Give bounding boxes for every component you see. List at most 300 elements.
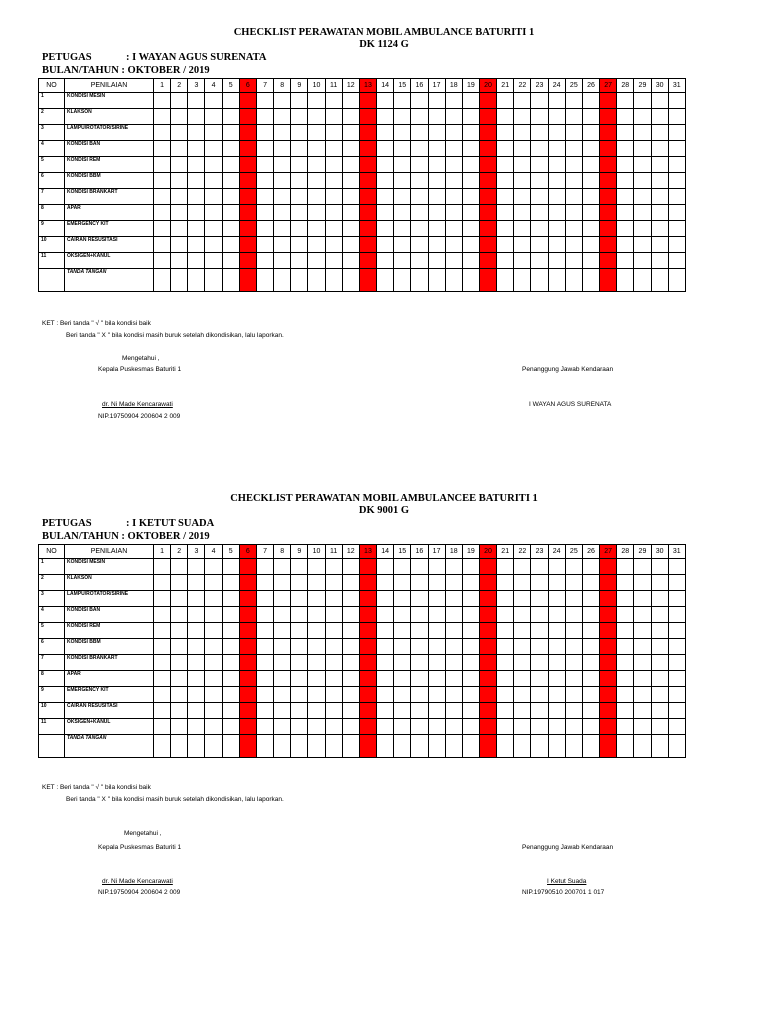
- day-cell-11[interactable]: [325, 253, 342, 269]
- day-cell-15[interactable]: [394, 141, 411, 157]
- day-cell-8[interactable]: [274, 703, 291, 719]
- day-cell-10[interactable]: [308, 93, 325, 109]
- day-cell-15[interactable]: [394, 125, 411, 141]
- day-cell-18[interactable]: [445, 269, 462, 292]
- day-cell-8[interactable]: [274, 221, 291, 237]
- day-cell-15[interactable]: [394, 719, 411, 735]
- day-cell-4[interactable]: [205, 189, 222, 205]
- day-cell-26[interactable]: [582, 575, 599, 591]
- day-cell-18[interactable]: [445, 109, 462, 125]
- day-cell-26[interactable]: [582, 607, 599, 623]
- day-cell-19[interactable]: [462, 205, 479, 221]
- day-cell-17[interactable]: [428, 93, 445, 109]
- day-cell-1[interactable]: [154, 655, 171, 671]
- day-cell-25[interactable]: [565, 109, 582, 125]
- day-cell-13[interactable]: [359, 575, 376, 591]
- day-cell-16[interactable]: [411, 173, 428, 189]
- day-cell-18[interactable]: [445, 221, 462, 237]
- day-cell-7[interactable]: [256, 141, 273, 157]
- day-cell-27[interactable]: [600, 173, 617, 189]
- day-cell-3[interactable]: [188, 109, 205, 125]
- day-cell-25[interactable]: [565, 141, 582, 157]
- day-cell-18[interactable]: [445, 141, 462, 157]
- day-cell-20[interactable]: [479, 671, 496, 687]
- day-cell-29[interactable]: [634, 687, 651, 703]
- day-cell-8[interactable]: [274, 237, 291, 253]
- day-cell-16[interactable]: [411, 157, 428, 173]
- day-cell-3[interactable]: [188, 189, 205, 205]
- day-cell-18[interactable]: [445, 189, 462, 205]
- day-cell-30[interactable]: [651, 237, 668, 253]
- day-cell-7[interactable]: [256, 687, 273, 703]
- day-cell-24[interactable]: [548, 221, 565, 237]
- day-cell-23[interactable]: [531, 253, 548, 269]
- day-cell-1[interactable]: [154, 125, 171, 141]
- day-cell-11[interactable]: [325, 109, 342, 125]
- day-cell-29[interactable]: [634, 591, 651, 607]
- day-cell-15[interactable]: [394, 237, 411, 253]
- day-cell-12[interactable]: [342, 221, 359, 237]
- day-cell-19[interactable]: [462, 157, 479, 173]
- day-cell-27[interactable]: [600, 157, 617, 173]
- day-cell-5[interactable]: [222, 703, 239, 719]
- day-cell-15[interactable]: [394, 687, 411, 703]
- day-cell-22[interactable]: [514, 173, 531, 189]
- day-cell-8[interactable]: [274, 575, 291, 591]
- day-cell-8[interactable]: [274, 173, 291, 189]
- day-cell-9[interactable]: [291, 639, 308, 655]
- day-cell-19[interactable]: [462, 591, 479, 607]
- day-cell-6[interactable]: [239, 125, 256, 141]
- day-cell-11[interactable]: [325, 269, 342, 292]
- day-cell-5[interactable]: [222, 93, 239, 109]
- day-cell-8[interactable]: [274, 109, 291, 125]
- day-cell-31[interactable]: [668, 109, 685, 125]
- day-cell-22[interactable]: [514, 719, 531, 735]
- day-cell-25[interactable]: [565, 125, 582, 141]
- day-cell-13[interactable]: [359, 141, 376, 157]
- day-cell-31[interactable]: [668, 575, 685, 591]
- day-cell-20[interactable]: [479, 269, 496, 292]
- day-cell-10[interactable]: [308, 639, 325, 655]
- day-cell-1[interactable]: [154, 237, 171, 253]
- day-cell-28[interactable]: [617, 623, 634, 639]
- day-cell-6[interactable]: [239, 655, 256, 671]
- day-cell-27[interactable]: [600, 607, 617, 623]
- day-cell-23[interactable]: [531, 735, 548, 758]
- day-cell-2[interactable]: [171, 687, 188, 703]
- day-cell-25[interactable]: [565, 157, 582, 173]
- day-cell-29[interactable]: [634, 559, 651, 575]
- day-cell-1[interactable]: [154, 591, 171, 607]
- day-cell-28[interactable]: [617, 189, 634, 205]
- day-cell-26[interactable]: [582, 253, 599, 269]
- day-cell-31[interactable]: [668, 253, 685, 269]
- day-cell-23[interactable]: [531, 671, 548, 687]
- day-cell-29[interactable]: [634, 93, 651, 109]
- day-cell-23[interactable]: [531, 687, 548, 703]
- day-cell-15[interactable]: [394, 639, 411, 655]
- day-cell-16[interactable]: [411, 237, 428, 253]
- day-cell-27[interactable]: [600, 141, 617, 157]
- day-cell-9[interactable]: [291, 671, 308, 687]
- day-cell-22[interactable]: [514, 109, 531, 125]
- day-cell-4[interactable]: [205, 639, 222, 655]
- day-cell-23[interactable]: [531, 559, 548, 575]
- day-cell-22[interactable]: [514, 687, 531, 703]
- day-cell-27[interactable]: [600, 719, 617, 735]
- day-cell-1[interactable]: [154, 93, 171, 109]
- day-cell-3[interactable]: [188, 173, 205, 189]
- day-cell-11[interactable]: [325, 703, 342, 719]
- day-cell-18[interactable]: [445, 607, 462, 623]
- day-cell-31[interactable]: [668, 269, 685, 292]
- day-cell-7[interactable]: [256, 253, 273, 269]
- day-cell-30[interactable]: [651, 189, 668, 205]
- day-cell-9[interactable]: [291, 591, 308, 607]
- day-cell-24[interactable]: [548, 237, 565, 253]
- day-cell-11[interactable]: [325, 639, 342, 655]
- day-cell-4[interactable]: [205, 719, 222, 735]
- day-cell-24[interactable]: [548, 269, 565, 292]
- day-cell-23[interactable]: [531, 205, 548, 221]
- day-cell-31[interactable]: [668, 703, 685, 719]
- day-cell-17[interactable]: [428, 237, 445, 253]
- day-cell-12[interactable]: [342, 269, 359, 292]
- day-cell-4[interactable]: [205, 671, 222, 687]
- day-cell-28[interactable]: [617, 125, 634, 141]
- day-cell-23[interactable]: [531, 141, 548, 157]
- day-cell-20[interactable]: [479, 253, 496, 269]
- day-cell-29[interactable]: [634, 719, 651, 735]
- day-cell-14[interactable]: [377, 703, 394, 719]
- day-cell-31[interactable]: [668, 687, 685, 703]
- day-cell-25[interactable]: [565, 623, 582, 639]
- day-cell-14[interactable]: [377, 109, 394, 125]
- day-cell-5[interactable]: [222, 559, 239, 575]
- day-cell-27[interactable]: [600, 575, 617, 591]
- day-cell-18[interactable]: [445, 671, 462, 687]
- day-cell-28[interactable]: [617, 173, 634, 189]
- day-cell-25[interactable]: [565, 173, 582, 189]
- day-cell-28[interactable]: [617, 93, 634, 109]
- day-cell-21[interactable]: [497, 253, 514, 269]
- day-cell-25[interactable]: [565, 575, 582, 591]
- day-cell-9[interactable]: [291, 607, 308, 623]
- day-cell-29[interactable]: [634, 205, 651, 221]
- day-cell-22[interactable]: [514, 157, 531, 173]
- day-cell-29[interactable]: [634, 157, 651, 173]
- day-cell-14[interactable]: [377, 735, 394, 758]
- day-cell-22[interactable]: [514, 671, 531, 687]
- day-cell-19[interactable]: [462, 141, 479, 157]
- day-cell-15[interactable]: [394, 671, 411, 687]
- day-cell-15[interactable]: [394, 623, 411, 639]
- day-cell-8[interactable]: [274, 559, 291, 575]
- day-cell-6[interactable]: [239, 719, 256, 735]
- day-cell-27[interactable]: [600, 205, 617, 221]
- day-cell-5[interactable]: [222, 591, 239, 607]
- day-cell-14[interactable]: [377, 559, 394, 575]
- day-cell-18[interactable]: [445, 125, 462, 141]
- day-cell-22[interactable]: [514, 205, 531, 221]
- day-cell-7[interactable]: [256, 671, 273, 687]
- day-cell-31[interactable]: [668, 735, 685, 758]
- day-cell-12[interactable]: [342, 591, 359, 607]
- day-cell-11[interactable]: [325, 687, 342, 703]
- day-cell-13[interactable]: [359, 189, 376, 205]
- day-cell-18[interactable]: [445, 703, 462, 719]
- day-cell-4[interactable]: [205, 253, 222, 269]
- day-cell-29[interactable]: [634, 671, 651, 687]
- day-cell-12[interactable]: [342, 719, 359, 735]
- day-cell-14[interactable]: [377, 221, 394, 237]
- day-cell-22[interactable]: [514, 735, 531, 758]
- day-cell-12[interactable]: [342, 639, 359, 655]
- day-cell-9[interactable]: [291, 575, 308, 591]
- day-cell-26[interactable]: [582, 141, 599, 157]
- day-cell-23[interactable]: [531, 125, 548, 141]
- day-cell-19[interactable]: [462, 93, 479, 109]
- day-cell-10[interactable]: [308, 687, 325, 703]
- day-cell-10[interactable]: [308, 719, 325, 735]
- day-cell-30[interactable]: [651, 93, 668, 109]
- day-cell-23[interactable]: [531, 189, 548, 205]
- day-cell-6[interactable]: [239, 109, 256, 125]
- day-cell-28[interactable]: [617, 703, 634, 719]
- day-cell-16[interactable]: [411, 655, 428, 671]
- day-cell-5[interactable]: [222, 205, 239, 221]
- day-cell-17[interactable]: [428, 575, 445, 591]
- day-cell-22[interactable]: [514, 93, 531, 109]
- day-cell-13[interactable]: [359, 559, 376, 575]
- day-cell-23[interactable]: [531, 93, 548, 109]
- day-cell-29[interactable]: [634, 703, 651, 719]
- day-cell-9[interactable]: [291, 109, 308, 125]
- day-cell-29[interactable]: [634, 125, 651, 141]
- day-cell-30[interactable]: [651, 559, 668, 575]
- day-cell-6[interactable]: [239, 671, 256, 687]
- day-cell-3[interactable]: [188, 93, 205, 109]
- day-cell-10[interactable]: [308, 671, 325, 687]
- day-cell-3[interactable]: [188, 575, 205, 591]
- day-cell-5[interactable]: [222, 173, 239, 189]
- day-cell-21[interactable]: [497, 125, 514, 141]
- day-cell-15[interactable]: [394, 173, 411, 189]
- day-cell-14[interactable]: [377, 141, 394, 157]
- day-cell-31[interactable]: [668, 157, 685, 173]
- day-cell-31[interactable]: [668, 591, 685, 607]
- day-cell-27[interactable]: [600, 703, 617, 719]
- day-cell-23[interactable]: [531, 575, 548, 591]
- day-cell-30[interactable]: [651, 671, 668, 687]
- day-cell-28[interactable]: [617, 269, 634, 292]
- day-cell-10[interactable]: [308, 205, 325, 221]
- day-cell-17[interactable]: [428, 189, 445, 205]
- day-cell-10[interactable]: [308, 157, 325, 173]
- day-cell-14[interactable]: [377, 189, 394, 205]
- day-cell-27[interactable]: [600, 687, 617, 703]
- day-cell-18[interactable]: [445, 575, 462, 591]
- day-cell-24[interactable]: [548, 253, 565, 269]
- day-cell-14[interactable]: [377, 157, 394, 173]
- day-cell-30[interactable]: [651, 639, 668, 655]
- day-cell-17[interactable]: [428, 719, 445, 735]
- day-cell-16[interactable]: [411, 719, 428, 735]
- day-cell-19[interactable]: [462, 623, 479, 639]
- day-cell-13[interactable]: [359, 109, 376, 125]
- day-cell-5[interactable]: [222, 109, 239, 125]
- day-cell-10[interactable]: [308, 109, 325, 125]
- day-cell-29[interactable]: [634, 221, 651, 237]
- day-cell-26[interactable]: [582, 655, 599, 671]
- day-cell-28[interactable]: [617, 141, 634, 157]
- day-cell-30[interactable]: [651, 735, 668, 758]
- day-cell-8[interactable]: [274, 253, 291, 269]
- day-cell-20[interactable]: [479, 141, 496, 157]
- day-cell-14[interactable]: [377, 173, 394, 189]
- day-cell-31[interactable]: [668, 559, 685, 575]
- day-cell-8[interactable]: [274, 93, 291, 109]
- day-cell-20[interactable]: [479, 655, 496, 671]
- day-cell-13[interactable]: [359, 623, 376, 639]
- day-cell-22[interactable]: [514, 623, 531, 639]
- day-cell-10[interactable]: [308, 591, 325, 607]
- day-cell-8[interactable]: [274, 655, 291, 671]
- day-cell-24[interactable]: [548, 671, 565, 687]
- day-cell-26[interactable]: [582, 205, 599, 221]
- day-cell-17[interactable]: [428, 221, 445, 237]
- day-cell-4[interactable]: [205, 607, 222, 623]
- day-cell-21[interactable]: [497, 623, 514, 639]
- day-cell-8[interactable]: [274, 671, 291, 687]
- day-cell-2[interactable]: [171, 655, 188, 671]
- day-cell-29[interactable]: [634, 735, 651, 758]
- day-cell-2[interactable]: [171, 719, 188, 735]
- day-cell-27[interactable]: [600, 735, 617, 758]
- day-cell-14[interactable]: [377, 671, 394, 687]
- day-cell-29[interactable]: [634, 575, 651, 591]
- day-cell-17[interactable]: [428, 125, 445, 141]
- day-cell-10[interactable]: [308, 173, 325, 189]
- day-cell-13[interactable]: [359, 719, 376, 735]
- day-cell-11[interactable]: [325, 221, 342, 237]
- day-cell-28[interactable]: [617, 671, 634, 687]
- day-cell-7[interactable]: [256, 719, 273, 735]
- day-cell-27[interactable]: [600, 253, 617, 269]
- day-cell-21[interactable]: [497, 607, 514, 623]
- day-cell-15[interactable]: [394, 735, 411, 758]
- day-cell-30[interactable]: [651, 205, 668, 221]
- day-cell-12[interactable]: [342, 703, 359, 719]
- day-cell-11[interactable]: [325, 205, 342, 221]
- day-cell-6[interactable]: [239, 237, 256, 253]
- day-cell-19[interactable]: [462, 173, 479, 189]
- day-cell-2[interactable]: [171, 253, 188, 269]
- day-cell-1[interactable]: [154, 607, 171, 623]
- day-cell-20[interactable]: [479, 591, 496, 607]
- day-cell-31[interactable]: [668, 141, 685, 157]
- day-cell-25[interactable]: [565, 189, 582, 205]
- day-cell-30[interactable]: [651, 125, 668, 141]
- day-cell-14[interactable]: [377, 687, 394, 703]
- day-cell-18[interactable]: [445, 719, 462, 735]
- day-cell-12[interactable]: [342, 125, 359, 141]
- day-cell-15[interactable]: [394, 703, 411, 719]
- day-cell-2[interactable]: [171, 157, 188, 173]
- day-cell-25[interactable]: [565, 655, 582, 671]
- day-cell-30[interactable]: [651, 719, 668, 735]
- day-cell-18[interactable]: [445, 253, 462, 269]
- day-cell-13[interactable]: [359, 93, 376, 109]
- day-cell-1[interactable]: [154, 221, 171, 237]
- day-cell-13[interactable]: [359, 655, 376, 671]
- day-cell-27[interactable]: [600, 125, 617, 141]
- day-cell-22[interactable]: [514, 591, 531, 607]
- day-cell-24[interactable]: [548, 141, 565, 157]
- day-cell-16[interactable]: [411, 189, 428, 205]
- day-cell-4[interactable]: [205, 125, 222, 141]
- day-cell-26[interactable]: [582, 591, 599, 607]
- day-cell-16[interactable]: [411, 253, 428, 269]
- day-cell-22[interactable]: [514, 253, 531, 269]
- day-cell-10[interactable]: [308, 703, 325, 719]
- day-cell-8[interactable]: [274, 157, 291, 173]
- day-cell-28[interactable]: [617, 237, 634, 253]
- day-cell-3[interactable]: [188, 671, 205, 687]
- day-cell-19[interactable]: [462, 607, 479, 623]
- day-cell-25[interactable]: [565, 607, 582, 623]
- day-cell-3[interactable]: [188, 205, 205, 221]
- day-cell-1[interactable]: [154, 205, 171, 221]
- day-cell-17[interactable]: [428, 591, 445, 607]
- day-cell-5[interactable]: [222, 607, 239, 623]
- day-cell-25[interactable]: [565, 269, 582, 292]
- day-cell-13[interactable]: [359, 237, 376, 253]
- day-cell-21[interactable]: [497, 671, 514, 687]
- day-cell-6[interactable]: [239, 269, 256, 292]
- day-cell-11[interactable]: [325, 125, 342, 141]
- day-cell-9[interactable]: [291, 221, 308, 237]
- day-cell-29[interactable]: [634, 269, 651, 292]
- day-cell-21[interactable]: [497, 655, 514, 671]
- day-cell-27[interactable]: [600, 109, 617, 125]
- day-cell-3[interactable]: [188, 253, 205, 269]
- day-cell-29[interactable]: [634, 173, 651, 189]
- day-cell-20[interactable]: [479, 687, 496, 703]
- day-cell-17[interactable]: [428, 109, 445, 125]
- day-cell-8[interactable]: [274, 623, 291, 639]
- day-cell-12[interactable]: [342, 671, 359, 687]
- day-cell-17[interactable]: [428, 639, 445, 655]
- day-cell-24[interactable]: [548, 607, 565, 623]
- day-cell-19[interactable]: [462, 559, 479, 575]
- day-cell-1[interactable]: [154, 735, 171, 758]
- day-cell-27[interactable]: [600, 237, 617, 253]
- day-cell-6[interactable]: [239, 735, 256, 758]
- day-cell-24[interactable]: [548, 639, 565, 655]
- day-cell-21[interactable]: [497, 703, 514, 719]
- day-cell-8[interactable]: [274, 639, 291, 655]
- day-cell-6[interactable]: [239, 639, 256, 655]
- day-cell-26[interactable]: [582, 639, 599, 655]
- day-cell-8[interactable]: [274, 125, 291, 141]
- day-cell-7[interactable]: [256, 607, 273, 623]
- day-cell-4[interactable]: [205, 205, 222, 221]
- day-cell-30[interactable]: [651, 591, 668, 607]
- day-cell-3[interactable]: [188, 623, 205, 639]
- day-cell-23[interactable]: [531, 173, 548, 189]
